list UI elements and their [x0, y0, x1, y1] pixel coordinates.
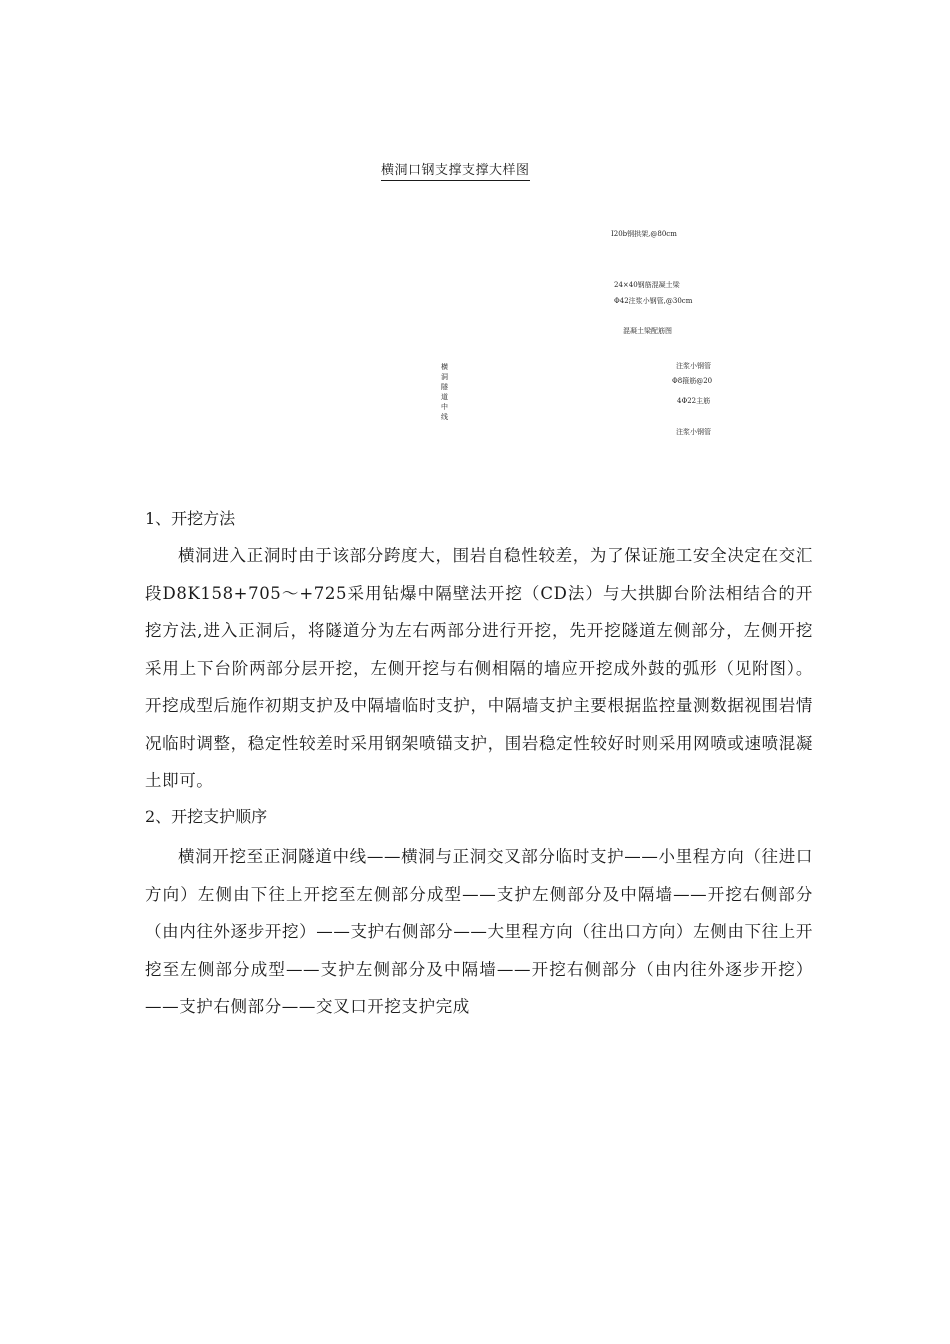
- section-heading-excavation-sequence: 2、开挖支护顺序: [145, 807, 268, 826]
- label-tunnel-centerline: 横洞隧道中线: [441, 363, 448, 421]
- section-body-excavation-method: 横洞进入正洞时由于该部分跨度大，围岩自稳性较差，为了保证施工安全决定在交汇段D8K158+705～+725采用钻爆中隔壁法开挖（CD法）与大拱脚台阶法相结合的开挖方法,进入正洞后，将隧道分为左右两部分进行开挖，先开挖隧道左侧部分，左侧开挖采用上下台阶两部分层开挖，左侧开挖与右侧相隔的墙应开挖成外鼓的弧形（见附图）。开挖成型后施作初期支护及中隔墙临时支护，中隔墙支护主要根据监控量测数据视围岩情况临时调整，稳定性较差时采用钢架喷锚支护，围岩稳定性较好时则采用网喷或速喷混凝土即可。: [145, 546, 813, 790]
- label-steel-arch: I20b钢拱架,@80cm: [611, 230, 677, 238]
- label-grout-pipe-1: 注浆小钢管: [676, 362, 711, 370]
- section-heading-excavation-method: 1、开挖方法: [145, 509, 236, 528]
- section-body-excavation-sequence: 横洞开挖至正洞隧道中线——横洞与正洞交叉部分临时支护——小里程方向（往进口方向）左侧由下往上开挖至左侧部分成型——支护左侧部分及中隔墙——开挖右侧部分（由内往外逐步开挖）——支护右侧部分——大里程方向（往出口方向）左侧由下往上开挖至左侧部分成型——支护左侧部分及中隔墙——开挖右侧部分（由内往外逐步开挖）——支护右侧部分——交叉口开挖支护完成: [145, 847, 813, 1016]
- label-concrete-beam: 24×40钢筋混凝土梁: [614, 281, 680, 289]
- figure-title: 横洞口钢支撑支撑大样图: [381, 163, 530, 181]
- label-grout-pipe-spec: Φ42注浆小钢管,@30cm: [614, 297, 693, 305]
- label-stirrup: Φ8箍筋@20: [672, 377, 713, 385]
- label-main-bar: 4Φ22主筋: [677, 397, 711, 405]
- label-grout-pipe-2: 注浆小钢管: [676, 428, 711, 436]
- label-beam-rebar-diagram: 混凝土梁配筋图: [623, 327, 672, 335]
